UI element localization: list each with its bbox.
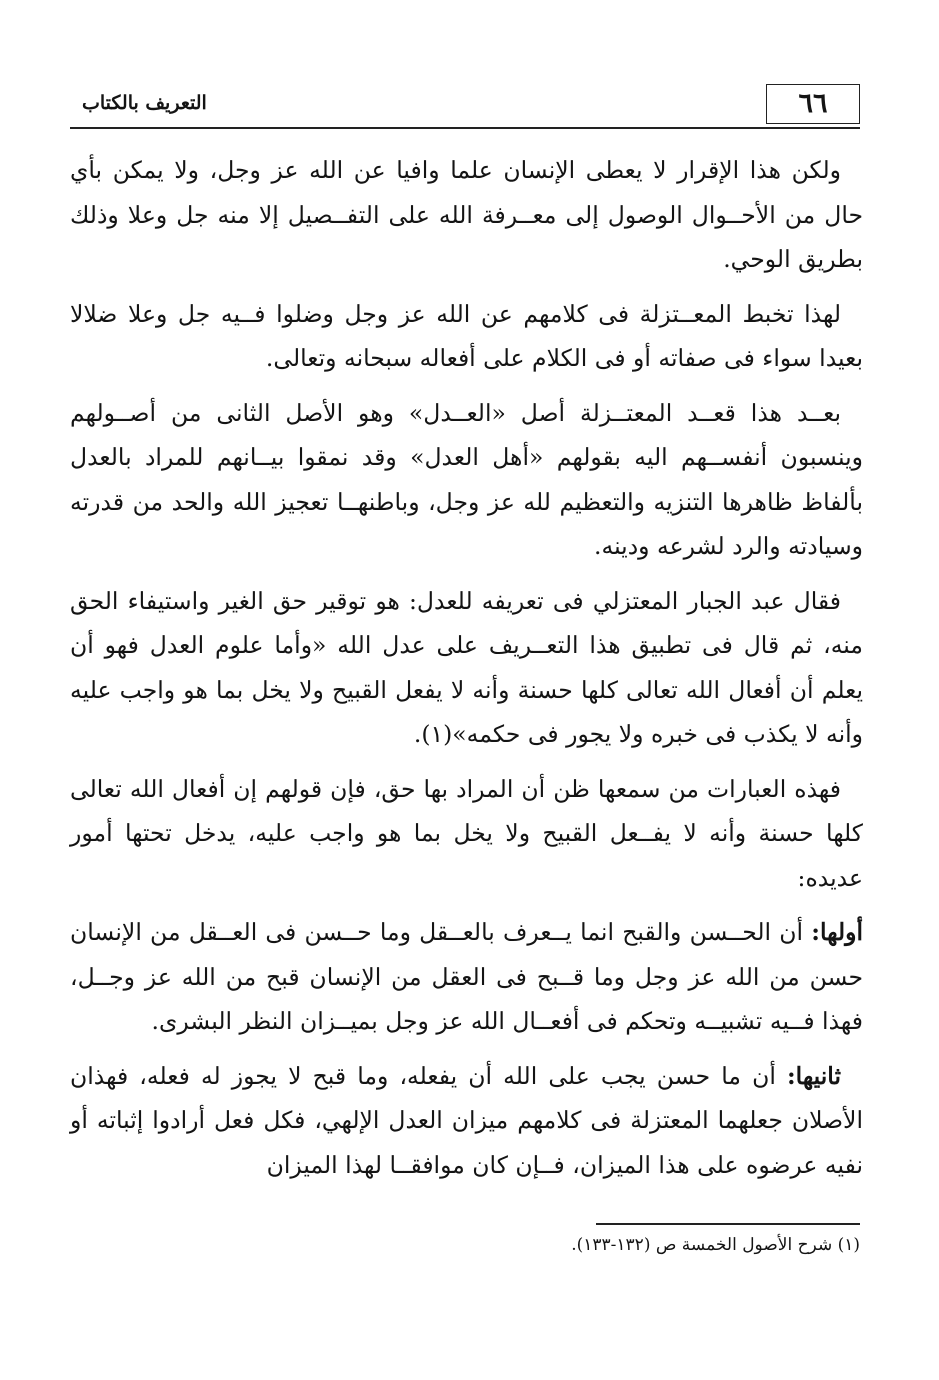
main-text: [70, 148, 863, 1197]
paragraph: بعــد هذا قعــد المعتــزلة أصل «العــدل» وهو الأصل الثانى من أصــولهم وينسبون أنفســهم اليه بقولهم «أهل العدل» وقد نمقوا بيــانهم للمراد بالعدل بألفاظ ظاهرها التنزيه والتعظيم لله عز وجل، وباطنهــا تعجيز الله والحد من قدرته وسيادته والرد لشرعه ودينه.: [70, 398, 863, 560]
paragraph-lead: أولها:: [811, 918, 863, 946]
paragraph-body: أن الحــسن والقبح انما يــعرف بالعــقل وما حــسن فى العــقل من الإنسان حسن من الله عز وجل وما قــبح فى العقل من الإنسان قبح من الله عز وجــل، فهذا فــيه تشبيــه وتحكم فى أفعــال الله عز وجل بميــزان النظر البشرى.: [70, 918, 863, 1035]
paragraph-body: أن ما حسن يجب على الله أن يفعله، وما قبح لا يجوز له فعله، فهذان الأصلان جعلهما المعتزلة فى كلامهم ميزان العدل الإلهي، فكل فعل أرادوا إثباته أو نفيه عرضوه على هذا الميزان، فــإن كان موافقــا لهذا الميزان: [70, 1061, 863, 1179]
paragraph: فهذه العبارات من سمعها ظن أن المراد بها حق، فإن قولهم إن أفعال الله تعالى كلها حسنة وأنه لا يفــعل القبيح ولا يخل بما هو واجب عليه، يدخل تحتها أمور عديده:: [70, 774, 863, 892]
paragraph: [70, 910, 863, 1044]
page-number: ٦٦: [766, 84, 860, 124]
paragraph: فقال عبد الجبار المعتزلي فى تعريفه للعدل: هو توقير حق الغير واستيفاء الحق منه، ثم قال فى تطبيق هذا التعــريف على عدل الله «وأما علوم العدل فهو أن يعلم أن أفعال الله تعالى كلها حسنة وأنه لا يفعل القبيح ولا يخل بما هو واجب عليه وأنه لا يكذب فى خبره ولا يجور فى حكمه»(١).: [70, 586, 863, 748]
paragraph-lead: ثانيها:: [787, 1061, 841, 1090]
footnote: (١) شرح الأصول الخمسة ص (١٣٢-١٣٣).: [571, 1235, 860, 1255]
header-divider: [70, 127, 860, 129]
paragraph: لهذا تخبط المعــتزلة فى كلامهم عن الله عز وجل وضلوا فــيه جل وعلا ضلالا بعيدا سواء فى صفاته أو فى الكلام على أفعاله سبحانه وتعالى.: [70, 299, 863, 372]
footnote-divider: [596, 1223, 860, 1225]
paragraph: [70, 1054, 863, 1188]
paragraph: ولكن هذا الإقرار لا يعطى الإنسان علما وافيا عن الله عز وجل، ولا يمكن بأي حال من الأحــوال الوصول إلى معــرفة الله على التفــصيل إلا منه جل وعلا وذلك بطريق الوحي.: [70, 156, 863, 273]
page-header: [70, 84, 860, 128]
running-title: التعريف بالكتاب: [82, 92, 207, 114]
